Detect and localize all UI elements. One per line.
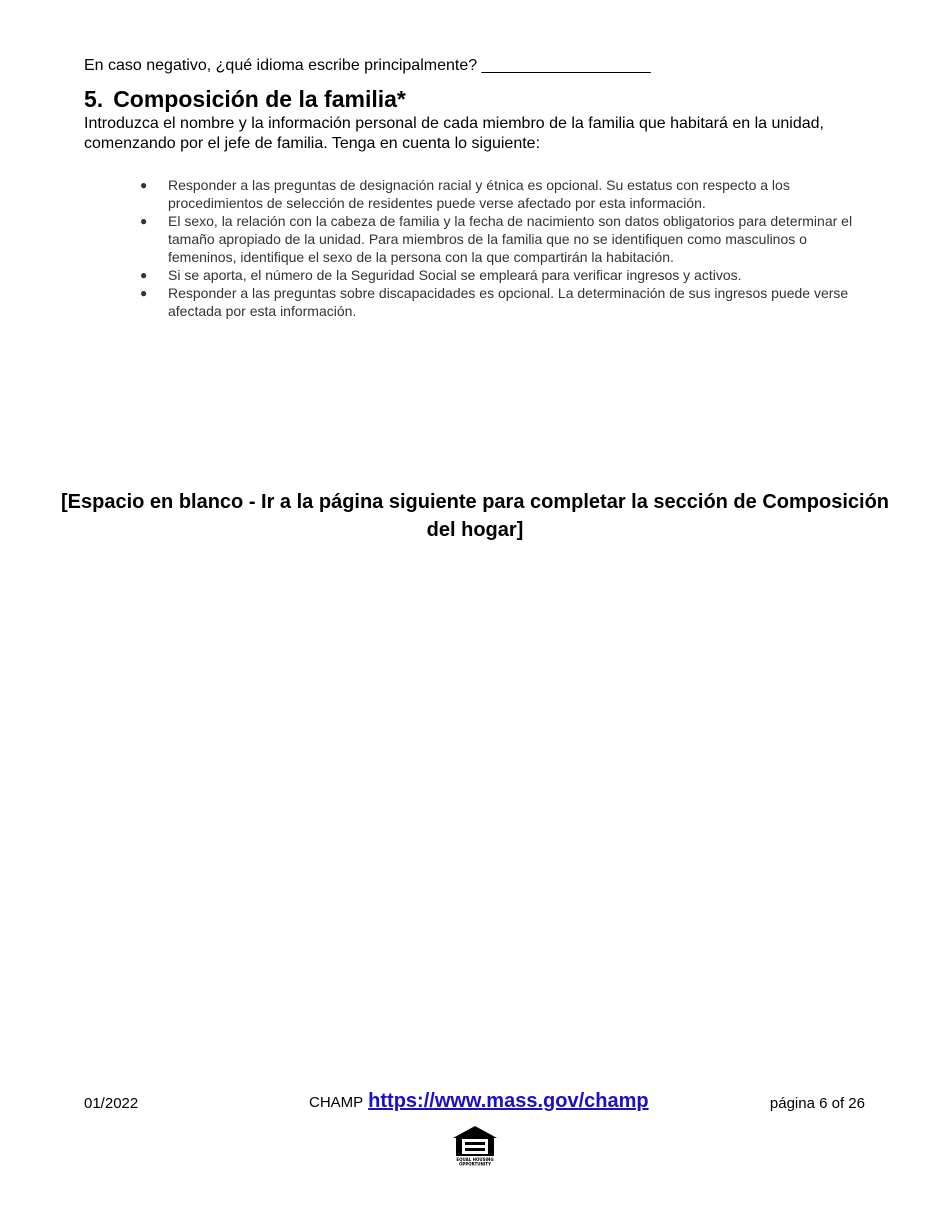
list-item: ● Si se aporta, el número de la Seguridad Social se empleará para verificar ingresos y activos. xyxy=(140,267,742,283)
svg-text:OPPORTUNITY: OPPORTUNITY xyxy=(458,1161,492,1166)
footer-org: CHAMP xyxy=(309,1094,364,1111)
page-footer xyxy=(84,1090,865,1116)
language-question xyxy=(84,56,651,76)
bullet-icon: ● xyxy=(140,286,148,300)
list-item: ● Responder a las preguntas sobre discapacidades es opcional. La determinación de sus ingresos puede verse afectada por esta información. xyxy=(140,285,849,319)
footer-date: 01/2022 xyxy=(84,1095,139,1112)
svg-text:EQUAL HOUSING: EQUAL HOUSING xyxy=(456,1157,494,1162)
champ-link[interactable]: https://www.mass.gov/champ xyxy=(368,1090,649,1112)
page-number: página 6 of 26 xyxy=(769,1095,865,1112)
footer-center xyxy=(309,1090,649,1113)
language-answer-blank[interactable]: ___________________ xyxy=(481,57,651,74)
section-title: Composición de la familia* xyxy=(113,86,406,112)
list-item: ● Responder a las preguntas de designación racial y étnica es opcional. Su estatus con respecto a los procedimientos de selección de residentes puede verse afectado por esta información. xyxy=(140,177,790,211)
equal-housing-opportunity-icon xyxy=(450,1124,500,1166)
bullet-icon: ● xyxy=(140,268,148,282)
bullet-icon: ● xyxy=(140,178,148,192)
bullet-icon: ● xyxy=(140,214,148,228)
list-item: ● El sexo, la relación con la cabeza de familia y la fecha de nacimiento son datos obligatorios para determinar el tamaño apropiado de la unidad. Para miembros de la familia que no se identifiquen como masculinos o femeninos, identifique el sexo de la persona con la que compartirán la habitación. xyxy=(140,213,853,265)
section-intro: Introduzca el nombre y la información personal de cada miembro de la familia que habitará en la unidad, comenzando por el jefe de familia. Tenga en cuenta lo siguiente: xyxy=(84,115,824,152)
language-question-text: En caso negativo, ¿qué idioma escribe principalmente? xyxy=(84,57,478,74)
instruction-list xyxy=(140,176,870,320)
section-heading xyxy=(84,84,406,114)
blank-space-notice: [Espacio en blanco - Ir a la página siguiente para completar la sección de Composición del hogar] xyxy=(61,491,889,541)
section-number: 5. xyxy=(84,86,104,112)
